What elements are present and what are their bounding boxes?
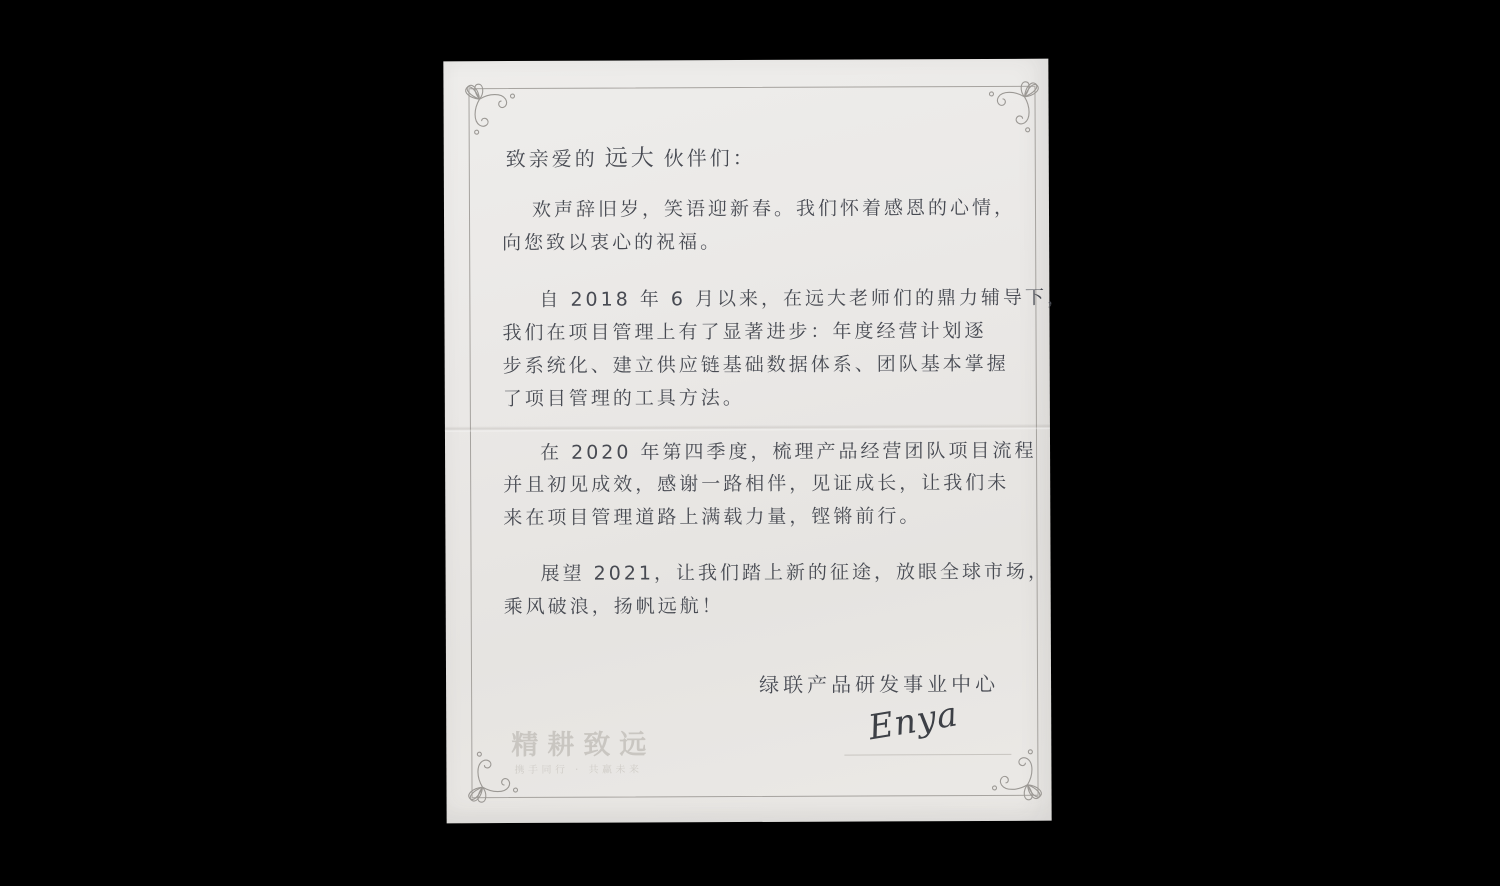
letter-line: 在 2020 年第四季度，梳理产品经营团队项目流程: [540, 439, 1037, 464]
letter-line: 展望 2021，让我们踏上新的征途，放眼全球市场，: [540, 560, 1051, 585]
watermark-slogan: 精耕致远: [511, 729, 656, 762]
letter-line: 并且初见成效，感谢一路相伴，见证成长，让我们未: [503, 471, 1010, 497]
letter-line: 向您致以衷心的祝福。: [502, 231, 723, 255]
letter-line: 欢声辞旧岁，笑语迎新春。我们怀着感恩的心情，: [531, 196, 1017, 221]
greeting-recipient: 远大: [604, 145, 657, 172]
letter-line: 乘风破浪，扬帆远航！: [503, 595, 724, 619]
watermark-subtitle: 携手同行 · 共赢未来: [514, 764, 643, 777]
letter-paper: [443, 59, 1070, 824]
signature: Enya: [865, 694, 962, 749]
letter-line: 我们在项目管理上有了显著进步：年度经营计划逐: [502, 319, 987, 345]
greeting-prefix: 致亲爱的: [505, 146, 598, 172]
letter-line: 了项目管理的工具方法。: [502, 387, 745, 411]
corner-flourish-icon: [461, 81, 517, 137]
corner-flourish-icon: [989, 747, 1045, 803]
signoff-line: 绿联产品研发事业中心: [759, 671, 1000, 697]
greeting-suffix: 伙伴们：: [663, 145, 756, 171]
letter-line: 自 2018 年 6 月以来，在远大老师们的鼎力辅导下，: [539, 286, 1070, 311]
greeting-line: [506, 145, 756, 174]
letter-line: 来在项目管理道路上满载力量，铿锵前行。: [503, 505, 922, 530]
letter-line: 步系统化、建立供应链基础数据体系、团队基本掌握: [502, 352, 1009, 378]
corner-flourish-icon: [986, 79, 1042, 135]
